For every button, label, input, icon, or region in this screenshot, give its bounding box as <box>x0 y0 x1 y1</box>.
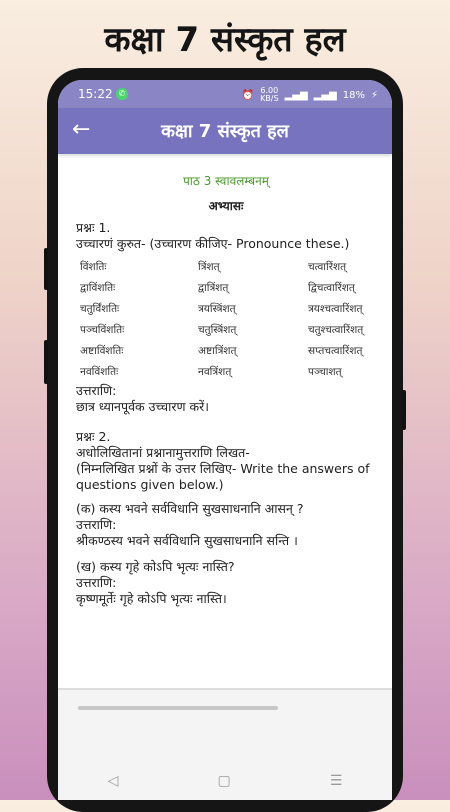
question-2-translation: (निम्नलिखित प्रश्नों के उत्तर लिखिए- Write the answers of questions given below.) <box>76 461 370 492</box>
answer-text: छात्र ध्यानपूर्वक उच्चारण करें। <box>76 399 209 414</box>
question-2-instruction: अधोलिखितानां प्रश्नानामुत्तराणि लिखत- <box>76 445 250 460</box>
word-cell: त्रयश्चत्वारिंशत् <box>308 303 363 315</box>
phone-side-button <box>44 248 48 290</box>
battery-level: 18% <box>342 89 365 101</box>
sub-question: (क) कस्य भवने सर्वविधानि सुखसाधनानि आसन् ? <box>76 501 304 516</box>
pronunciation-word-grid <box>80 260 376 379</box>
word-cell: नवत्रिंशत् <box>198 366 232 378</box>
sub-question: (ख) कस्य गृहे कोऽपि भृत्यः नास्ति? <box>76 559 235 574</box>
nav-recents-icon[interactable]: ☰ <box>329 773 343 789</box>
word-cell: चतुर्विंशतिः <box>80 303 120 315</box>
word-cell: अष्टाविंशतिः <box>80 345 124 357</box>
word-cell: द्वात्रिंशत् <box>198 282 229 294</box>
word-cell: द्वाविंशतिः <box>80 282 116 294</box>
answer-label: उत्तराणि: <box>76 383 117 398</box>
nav-home-icon[interactable]: ▢ <box>217 773 231 789</box>
app-bar <box>58 108 392 154</box>
question-1-label: प्रश्नः 1. <box>76 220 111 235</box>
lesson-title: पाठ 3 स्वावलम्बनम् <box>182 174 269 188</box>
status-bar <box>58 80 392 108</box>
word-cell: चत्वारिंशत् <box>308 261 347 273</box>
question-1-instruction: उच्चारणं कुरुत- (उच्चारण कीजिए- Pronounce these.) <box>76 236 350 251</box>
answer-label: उत्तराणि: <box>76 575 117 590</box>
nav-back-icon[interactable]: ◁ <box>107 773 119 789</box>
exercise-heading: अभ्यासः <box>208 199 244 213</box>
status-time: 15:22 <box>78 87 113 101</box>
signal-icon: ▂▄▆ <box>313 89 337 101</box>
alarm-icon: ⏰ <box>241 89 255 101</box>
whatsapp-icon: ✆ <box>116 88 128 100</box>
net-speed-unit: KB/S <box>260 94 279 103</box>
phone-side-button <box>402 390 406 430</box>
word-cell: अष्टात्रिंशत् <box>198 345 237 357</box>
system-nav-bar <box>58 760 392 800</box>
word-cell: चतुश्चत्वारिंशत् <box>308 324 364 336</box>
answer-text: श्रीकण्ठस्य भवने सर्वविधानि सुखसाधनानि सन्ति । <box>76 533 298 548</box>
word-cell: पञ्चविंशतिः <box>80 324 125 336</box>
answer-text: कृष्णमूर्तेः गृहे कोऽपि भृत्यः नास्ति। <box>76 591 227 606</box>
phone-side-button <box>44 340 48 384</box>
word-cell: सप्तचत्वारिंशत् <box>308 345 363 357</box>
promo-headline: कक्षा 7 संस्कृत हल <box>104 20 346 60</box>
scroll-overflow-area[interactable] <box>58 688 392 800</box>
back-arrow-icon[interactable]: ← <box>72 117 91 142</box>
phone-screen <box>58 80 392 800</box>
charging-icon: ⚡ <box>370 89 378 101</box>
net-speed-value: 6.00 <box>260 86 279 95</box>
word-cell: त्रयस्त्रिंशत् <box>198 303 236 315</box>
word-cell: चतुस्त्रिंशत् <box>198 324 237 336</box>
net-speed <box>260 87 279 103</box>
truncated-text-line <box>78 706 278 710</box>
word-cell: नवविंशतिः <box>80 366 119 378</box>
lesson-content <box>58 154 392 607</box>
question-2-label: प्रश्नः 2. <box>76 429 111 444</box>
answer-label: उत्तराणि: <box>76 517 117 532</box>
word-cell: त्रिंशत् <box>198 261 220 273</box>
word-cell: पञ्चाशत् <box>308 366 342 378</box>
app-bar-title: कक्षा 7 संस्कृत हल <box>161 121 289 142</box>
word-cell: द्विचत्वारिंशत् <box>308 282 355 294</box>
status-icons <box>242 87 378 103</box>
word-cell: विंशतिः <box>80 261 107 273</box>
signal-icon: ▂▄▆ <box>284 89 308 101</box>
